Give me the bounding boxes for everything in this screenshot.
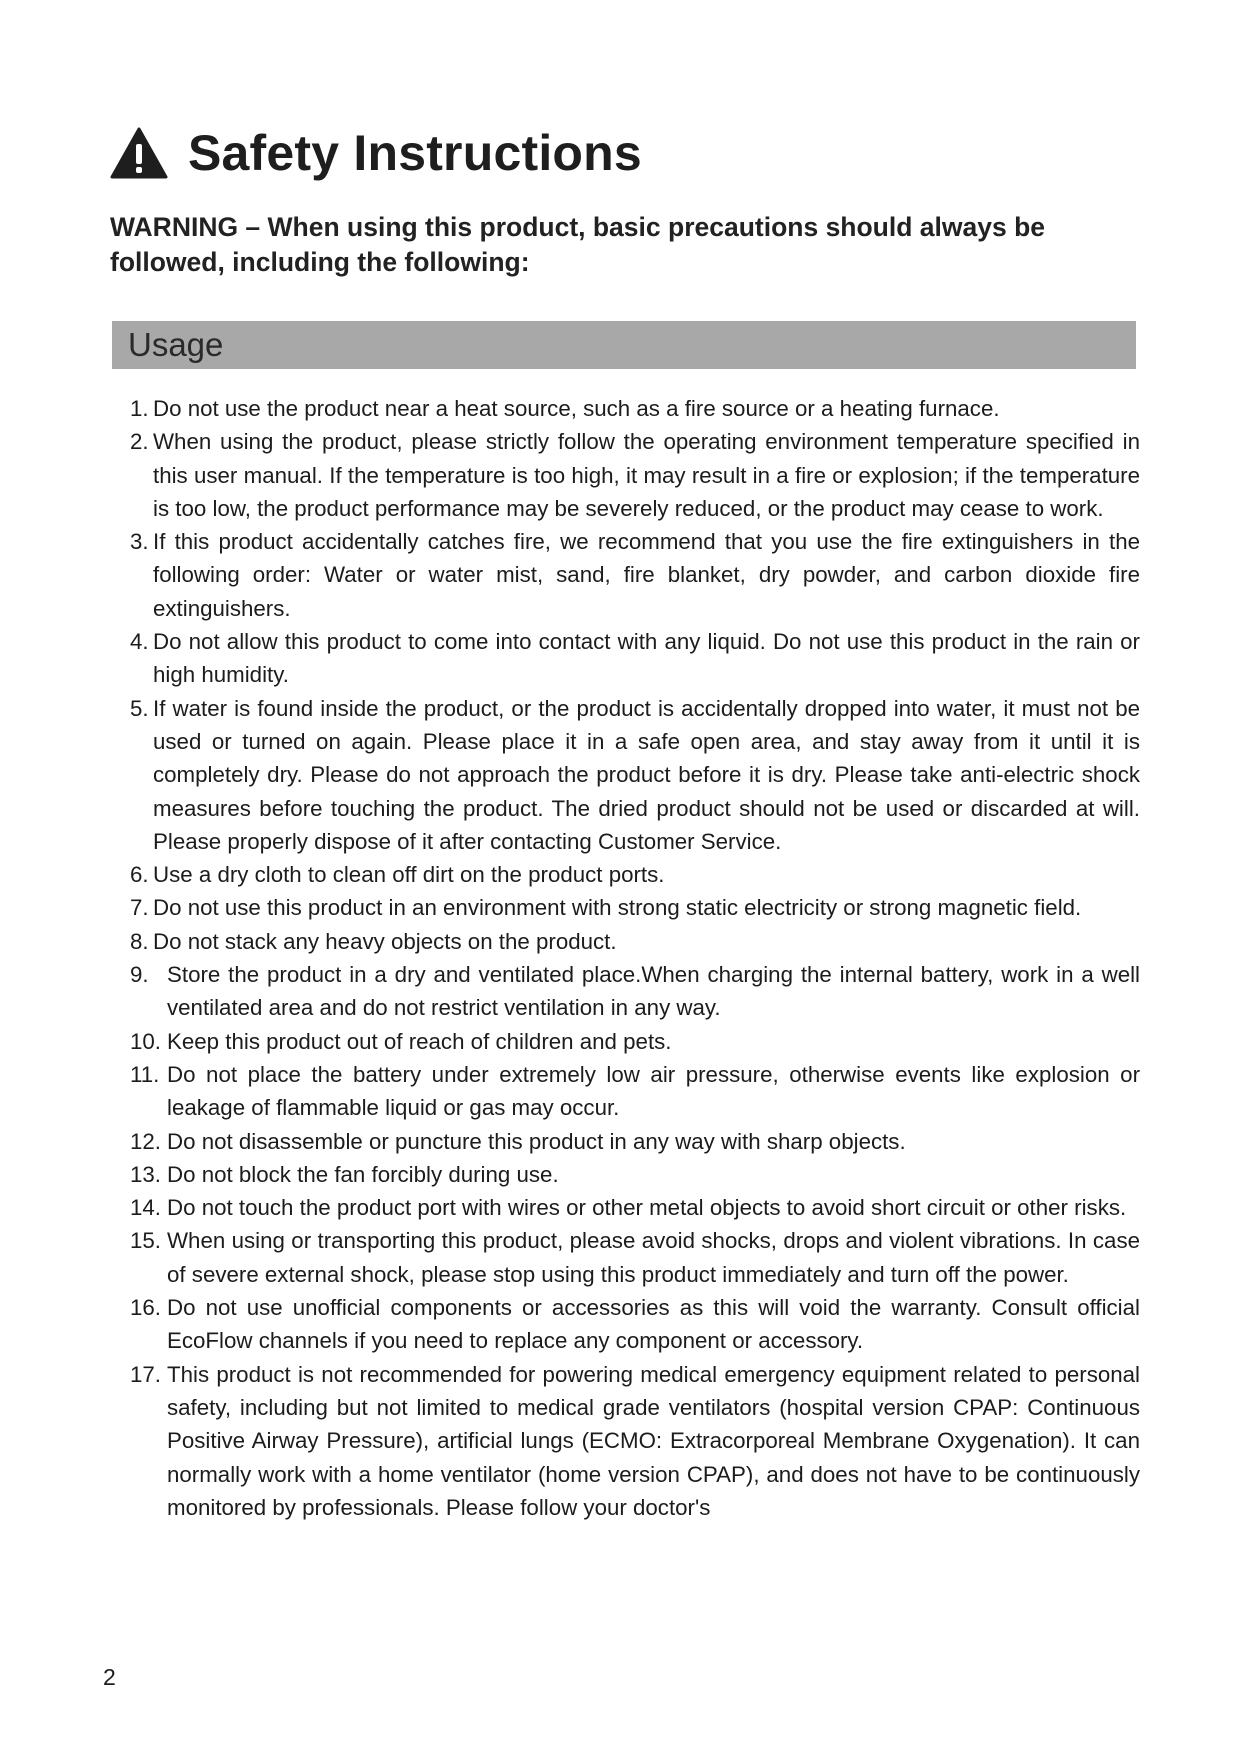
list-item [130,1224,1140,1291]
page-header [110,124,642,182]
list-item-number: 4. [130,629,149,655]
list-item-text: If this product accidentally catches fire, we recommend that you use the fire extinguishers in the following order: Water or water mist, sand, fire blanket, dry powder, and carbon dioxide fire extinguishers. [153,529,1140,621]
list-item-number: 10. [130,1028,161,1054]
list-item [130,1191,1140,1224]
instruction-list [130,392,1140,1524]
list-item-number: 15. [130,1228,161,1254]
list-item-text: Do not block the fan forcibly during use. [167,1161,559,1187]
list-item-number: 3. [130,529,149,555]
list-item-text: Keep this product out of reach of children and pets. [167,1028,672,1054]
list-item-text: Do not allow this product to come into contact with any liquid. Do not use this product in the rain or high humidity. [153,629,1140,688]
list-item [130,925,1140,958]
list-item [130,858,1140,891]
list-item [130,692,1140,858]
list-item-text: Do not stack any heavy objects on the product. [153,928,617,954]
list-item-number: 1. [130,396,149,421]
list-item-number: 6. [130,862,149,888]
list-item-number: 9. [130,962,149,988]
list-item-text: When using the product, please strictly follow the operating environment temperature specified in this user manual. If the temperature is too high, it may result in a fire or explosion; if the temperature is too low, the product performance may be severely reduced, or the product may cease to work. [153,429,1140,521]
list-item [130,425,1140,525]
list-item [130,525,1140,625]
list-item-text: Do not disassemble or puncture this product in any way with sharp objects. [167,1128,906,1154]
list-item [130,1058,1140,1125]
list-item-text: Do not use unofficial components or accessories as this will void the warranty. Consult official EcoFlow channels if you need to replace any component or accessory. [167,1295,1140,1354]
list-item-number: 12. [130,1128,161,1154]
list-item-number: 7. [130,895,149,921]
list-item [130,958,1140,1025]
list-item-number: 17. [130,1361,161,1387]
page-number: 2 [103,1664,116,1690]
list-item-text: Do not use the product near a heat source, such as a fire source or a heating furnace. [153,396,1000,421]
list-item [130,1025,1140,1058]
list-item-text: Do not place the battery under extremely low air pressure, otherwise events like explosion or leakage of flammable liquid or gas may occur. [167,1061,1140,1121]
list-item [130,1125,1140,1158]
warning-intro: WARNING – When using this product, basic precautions should always be followed, including the following: [110,212,1045,277]
list-item [130,392,1140,425]
list-item [130,1291,1140,1358]
list-item-text: Do not use this product in an environment with strong static electricity or strong magnetic field. [153,895,1082,921]
list-item-number: 13. [130,1161,161,1187]
list-item-text: Use a dry cloth to clean off dirt on the product ports. [153,862,665,888]
section-header-bar [112,321,1136,369]
list-item-text: Do not touch the product port with wires or other metal objects to avoid short circuit or other risks. [167,1195,1127,1221]
list-item [130,625,1140,692]
list-item-number: 14. [130,1195,161,1221]
list-item-number: 16. [130,1295,161,1321]
list-item-number: 5. [130,695,149,721]
list-item-text: If water is found inside the product, or the product is accidentally dropped into water, it must not be used or turned on again. Please place it in a safe open area, and stay away from it until it is completely dry. Please do not approach the product before it is dry. Please take anti-electric shock measures before touching the product. The dried product should not be used or discarded at will. Please properly dispose of it after contacting Customer Service. [153,695,1140,854]
list-item-text: When using or transporting this product, please avoid shocks, drops and violent vibrations. In case of severe external shock, please stop using this product immediately and turn off the power. [167,1228,1140,1287]
list-item-number: 8. [130,928,149,954]
page-title: Safety Instructions [188,125,642,181]
list-item [130,1158,1140,1191]
list-item-text: This product is not recommended for powering medical emergency equipment related to personal safety, including but not limited to medical grade ventilators (hospital version CPAP: Continuous Positive Airway Pressure), artificial lungs (ECMO: Extracorporeal Membrane Oxygenation). It can normally work with a home ventilator (home version CPAP), and does not have to be continuously monitored by professionals. Please follow your doctor's [167,1361,1140,1520]
warning-triangle-icon [110,127,168,179]
list-item [130,1358,1140,1524]
list-item-text: Store the product in a dry and ventilated place.When charging the internal battery, work in a well ventilated area and do not restrict ventilation in any way. [167,962,1140,1021]
list-item-number: 11. [130,1061,160,1087]
list-item-number: 2. [130,429,149,455]
list-item [130,891,1140,924]
section-title: Usage [128,326,224,363]
